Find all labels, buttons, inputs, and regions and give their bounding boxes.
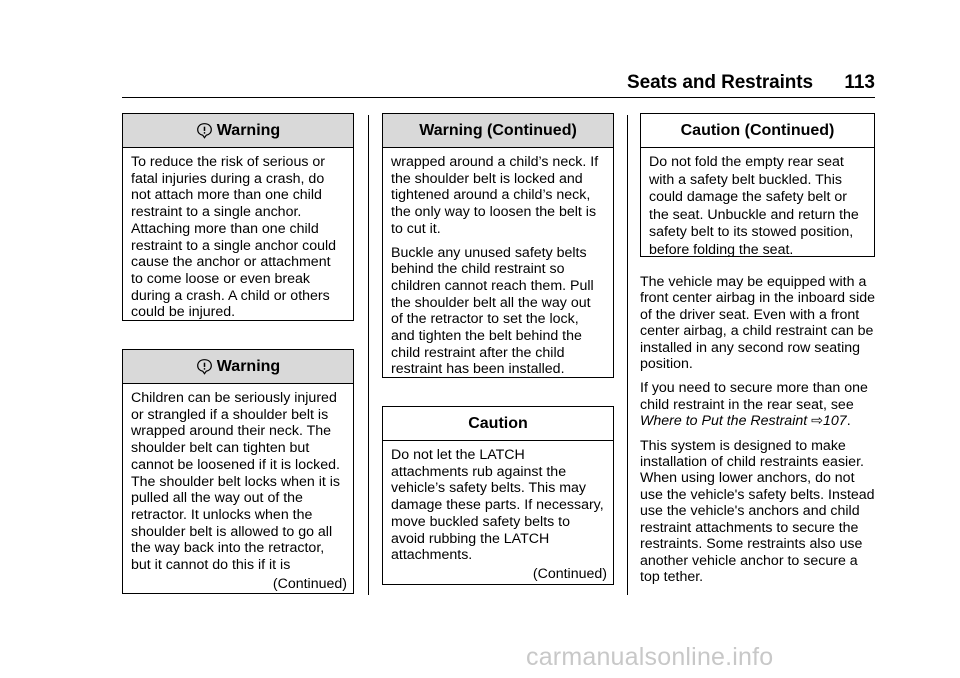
warning-continued-box — [382, 113, 614, 378]
continued-label: (Continued) — [532, 565, 607, 582]
caution-continued-header — [641, 114, 874, 148]
page-ref-arrow-icon: ⇨ — [811, 413, 824, 430]
caution-body — [383, 441, 613, 589]
caution-header — [383, 407, 613, 441]
caution-heading: Caution — [468, 414, 528, 432]
warning-continued-body — [383, 148, 613, 384]
continued-label: (Continued) — [272, 575, 347, 592]
body-paragraph — [640, 380, 880, 429]
caution-continued-body — [641, 148, 874, 265]
warning-text: To reduce the risk of serious or fatal injuries during a crash, do not attach more than one child restraint to a single anchor. Attaching more than one child restraint to a single anchor could cause the anchor or attachment to come loose or even break during a crash. A child or others could be injured. — [131, 154, 337, 321]
body-paragraph: The vehicle may be equipped with a front center airbag in the inboard side of the driver seat. Even with a front center airbag, a child restraint can be installed in any second row seating position. — [640, 274, 876, 373]
body-text — [640, 274, 880, 593]
warning-header — [123, 350, 353, 384]
warning-continued-heading: Warning (Continued) — [419, 121, 577, 139]
page-number: 113 — [844, 72, 875, 93]
column-divider — [368, 115, 369, 595]
warning-speech-icon — [196, 358, 213, 375]
caution-continued-text: Do not fold the empty rear seat with a safety belt buckled. This could damage the safety belt or the seat. Unbuckle and return the safety belt to its stowed position, before folding the seat. — [649, 154, 859, 258]
body-paragraph: This system is designed to make installation of child restraints easier. When using lower anchors, do not use the vehicle's safety belts. Instead use the vehicle's anchors and child restraint attachments to secure the restraints. Some restraints also use another vehicle anchor to secure a top tether. — [640, 437, 875, 585]
caution-continued-heading: Caution (Continued) — [680, 121, 835, 139]
warning-continued-header — [383, 114, 613, 148]
warning-box — [122, 349, 354, 594]
warning-body — [123, 148, 353, 334]
warning-heading: Warning — [216, 357, 281, 375]
warning-continued-para: wrapped around a child’s neck. If the shoulder belt is locked and tightened around a child’s neck, the only way to loosen the belt is to cut it. — [391, 154, 599, 237]
cross-reference-link[interactable]: Where to Put the Restraint — [640, 413, 808, 430]
cross-reference-page[interactable]: 107 — [823, 413, 847, 430]
warning-header — [123, 114, 353, 148]
warning-text: Children can be seriously injured or strangled if a shoulder belt is wrapped around their neck. The shoulder belt can tighten but cannot be loosened if it is locked. The shoulder belt locks when it is pulled all the way out of the retractor. It unlocks when the shoulder belt is allowed to go all the way back into the retractor, but it cannot do this if it is — [131, 390, 341, 574]
warning-body — [123, 384, 353, 598]
caution-box — [382, 406, 614, 585]
caution-continued-box — [640, 113, 875, 257]
page-header — [122, 70, 875, 98]
warning-speech-icon — [196, 122, 213, 139]
warning-continued-para: Buckle any unused safety belts behind the child restraint so children cannot reach them. Pull the shoulder belt all the way out of the retractor to set the lock, and tighten the belt behind the child restraint after the child restraint has been installed. — [391, 244, 594, 378]
body-paragraph-start: If you need to secure more than one child restraint in the rear seat, see — [640, 380, 868, 413]
body-paragraph-end: . — [846, 413, 851, 430]
warning-heading: Warning — [216, 121, 281, 139]
warning-box — [122, 113, 354, 321]
column-divider — [627, 115, 628, 595]
section-title: Seats and Restraints — [627, 72, 813, 93]
watermark: carmanualsonline.info — [526, 643, 774, 671]
caution-text: Do not let the LATCH attachments rub against the vehicle’s safety belts. This may damage these parts. If necessary, move buckled safety belts to avoid rubbing the LATCH attachments. — [391, 447, 604, 564]
